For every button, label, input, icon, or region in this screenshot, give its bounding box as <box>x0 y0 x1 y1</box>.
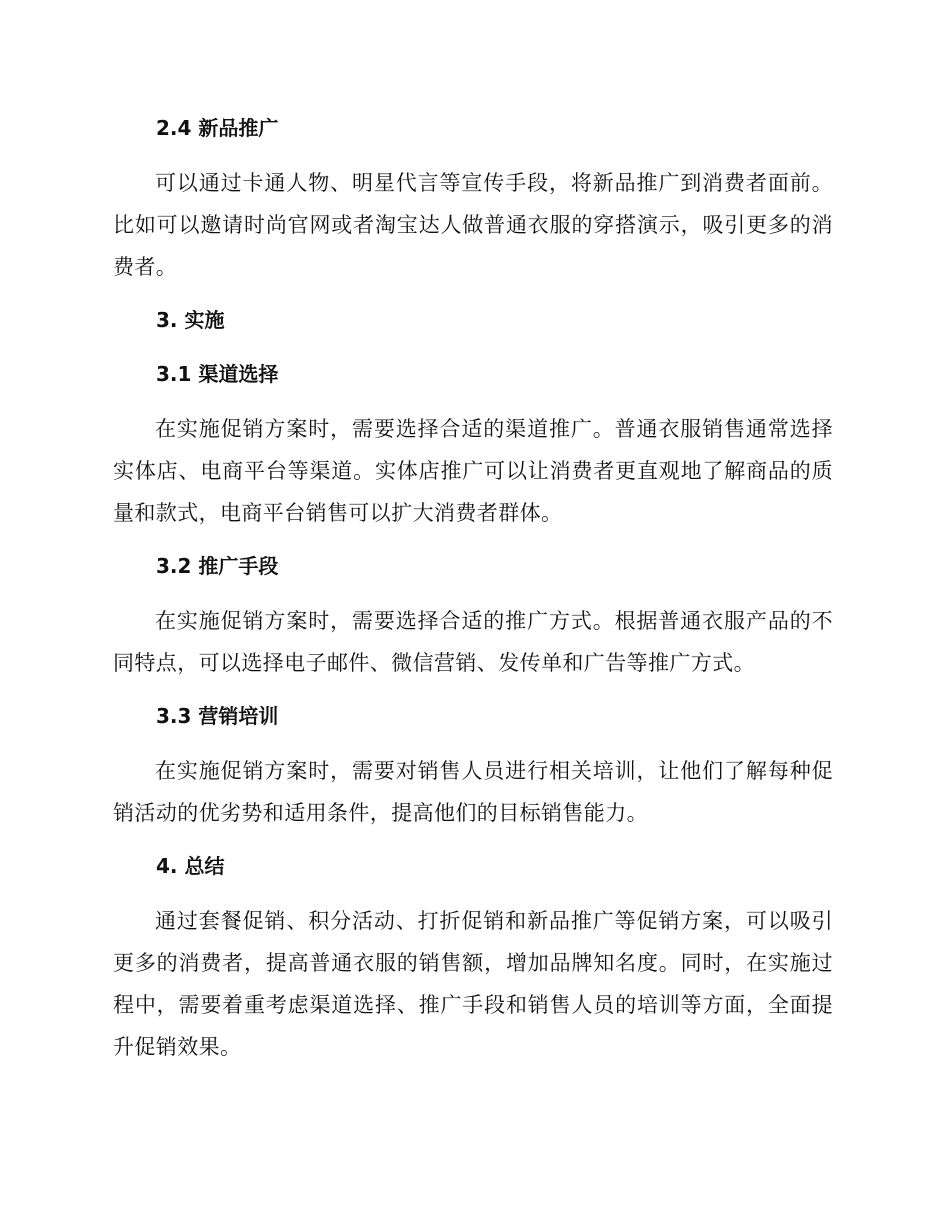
section-heading-3-1: 3.1 渠道选择 <box>156 362 279 386</box>
section-paragraph-3-1: 在实施促销方案时，需要选择合适的渠道推广。普通衣服销售通常选择实体店、电商平台等渠道。实体店推广可以让消费者更直观地了解商品的质量和款式，电商平台销售可以扩大消费者群体。 <box>113 417 833 525</box>
document-body <box>113 108 833 1068</box>
section-paragraph-3-2: 在实施促销方案时，需要选择合适的推广方式。根据普通衣服产品的不同特点，可以选择电子邮件、微信营销、发传单和广告等推广方式。 <box>113 609 833 675</box>
section-paragraph-3-3: 在实施促销方案时，需要对销售人员进行相关培训，让他们了解每种促销活动的优劣势和适用条件，提高他们的目标销售能力。 <box>113 759 833 825</box>
section-paragraph-4: 通过套餐促销、积分活动、打折促销和新品推广等促销方案，可以吸引更多的消费者，提高普通衣服的销售额，增加品牌知名度。同时，在实施过程中，需要着重考虑渠道选择、推广手段和销售人员的培训等方面，全面提升促销效果。 <box>113 909 833 1059</box>
section-heading-3-3: 3.3 营销培训 <box>156 704 279 728</box>
section-heading-2-4: 2.4 新品推广 <box>156 116 279 140</box>
section-heading-3-2: 3.2 推广手段 <box>156 554 279 578</box>
section-heading-4: 4. 总结 <box>156 854 225 878</box>
section-heading-3: 3. 实施 <box>156 308 225 332</box>
section-paragraph-2-4: 可以通过卡通人物、明星代言等宣传手段，将新品推广到消费者面前。比如可以邀请时尚官网或者淘宝达人做普通衣服的穿搭演示，吸引更多的消费者。 <box>113 171 833 279</box>
